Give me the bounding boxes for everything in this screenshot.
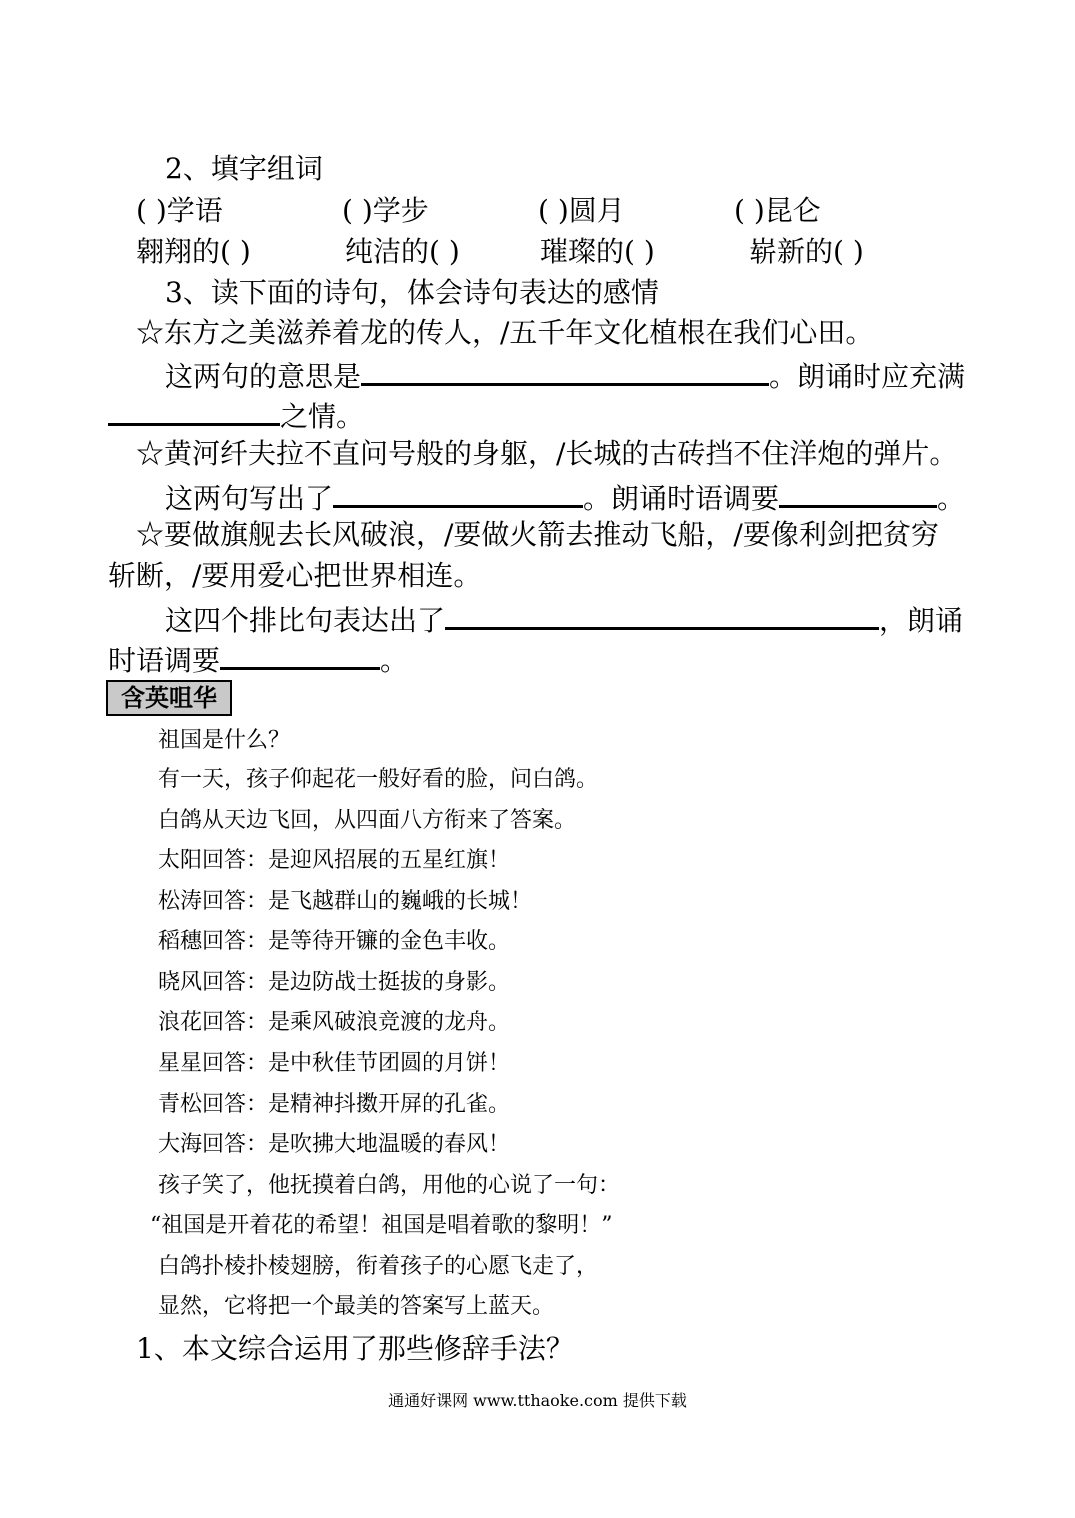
passage-line: 青松回答：是精神抖擞开屏的孔雀。 bbox=[158, 1092, 511, 1117]
passage-line: 有一天，孩子仰起花一般好看的脸，问白鸽。 bbox=[158, 767, 599, 792]
question-1-suffix: 之情。 bbox=[280, 400, 365, 433]
question-3-prefix-2: 时语调要 bbox=[108, 644, 221, 677]
fill-blank-8[interactable]: 崭新的( ) bbox=[749, 235, 864, 268]
question-1-line-2 bbox=[108, 399, 364, 431]
poem-line-2: ☆黄河纤夫拉不直问号般的身躯，/长城的古砖挡不住洋炮的弹片。 bbox=[136, 437, 958, 470]
passage-line: 孩子笑了，他抚摸着白鸽，用他的心说了一句： bbox=[158, 1173, 621, 1198]
footer-credit: 通通好课网 www.tthaoke.com 提供下载 bbox=[388, 1391, 687, 1410]
passage-line: 松涛回答：是飞越群山的巍峨的长城！ bbox=[158, 889, 533, 914]
question-3-prefix: 这四个排比句表达出了 bbox=[165, 604, 446, 637]
fill-blank-5[interactable]: 翱翔的( ) bbox=[136, 235, 251, 268]
passage-line: 星星回答：是中秋佳节团圆的月饼！ bbox=[158, 1051, 511, 1076]
fill-blank-3[interactable]: ( )圆月 bbox=[538, 194, 625, 227]
question-3-suffix: 。 bbox=[380, 644, 409, 677]
question-3-line-2 bbox=[108, 643, 408, 675]
answer-blank-content-3[interactable] bbox=[445, 603, 879, 630]
passage-line: 太阳回答：是迎风招展的五星红旗！ bbox=[158, 848, 511, 873]
answer-blank-tone-3[interactable] bbox=[220, 643, 380, 670]
question-1-line bbox=[165, 359, 965, 391]
passage-line: 白鸽从天边飞回，从四面八方衔来了答案。 bbox=[158, 808, 577, 833]
fill-blank-7[interactable]: 璀璨的( ) bbox=[540, 235, 655, 268]
reading-heading: 含英咀华 bbox=[106, 680, 232, 716]
section2-title: 2、填字组词 bbox=[165, 152, 323, 185]
question-2-prefix: 这两句写出了 bbox=[165, 482, 334, 515]
passage-line: 浪花回答：是乘风破浪竞渡的龙舟。 bbox=[158, 1010, 511, 1035]
passage-line: 白鸽扑棱扑棱翅膀，衔着孩子的心愿飞走了， bbox=[158, 1254, 599, 1279]
poem-line-3b: 斩断，/要用爱心把世界相连。 bbox=[108, 559, 482, 592]
fill-blank-1[interactable]: ( )学语 bbox=[136, 194, 223, 227]
fill-blank-2[interactable]: ( )学步 bbox=[342, 194, 429, 227]
question-1-mid: 。朗诵时应充满 bbox=[769, 360, 966, 393]
passage-line: 显然，它将把一个最美的答案写上蓝天。 bbox=[158, 1294, 555, 1319]
answer-blank-feeling-1[interactable] bbox=[108, 399, 280, 426]
question-2-mid: 。朗诵时语调要 bbox=[583, 482, 780, 515]
question-3-line bbox=[165, 603, 963, 635]
passage-line: 祖国是什么？ bbox=[158, 728, 291, 753]
question-3-mid: ，朗诵 bbox=[879, 604, 964, 637]
passage-line: “祖国是开着花的希望！祖国是唱着歌的黎明！” bbox=[150, 1213, 613, 1238]
answer-blank-content-2[interactable] bbox=[333, 481, 583, 508]
poem-line-3a: ☆要做旗舰去长风破浪，/要做火箭去推动飞船，/要像利剑把贫穷 bbox=[136, 518, 939, 551]
reading-question-1: 1、本文综合运用了那些修辞手法？ bbox=[136, 1332, 574, 1365]
passage-line: 大海回答：是吹拂大地温暖的春风！ bbox=[158, 1132, 511, 1157]
answer-blank-tone-2[interactable] bbox=[779, 481, 937, 508]
passage-line: 晓风回答：是边防战士挺拔的身影。 bbox=[158, 970, 511, 995]
answer-blank-meaning-1[interactable] bbox=[361, 359, 769, 386]
fill-blank-6[interactable]: 纯洁的( ) bbox=[345, 235, 460, 268]
question-2-line bbox=[165, 481, 965, 513]
fill-blank-4[interactable]: ( )昆仑 bbox=[734, 194, 821, 227]
poem-line-1: ☆东方之美滋养着龙的传人，/五千年文化植根在我们心田。 bbox=[136, 316, 874, 349]
question-2-suffix: 。 bbox=[937, 482, 966, 515]
passage-line: 稻穗回答：是等待开镰的金色丰收。 bbox=[158, 929, 511, 954]
question-1-prefix: 这两句的意思是 bbox=[165, 360, 362, 393]
section3-title: 3、读下面的诗句，体会诗句表达的感情 bbox=[165, 276, 659, 309]
